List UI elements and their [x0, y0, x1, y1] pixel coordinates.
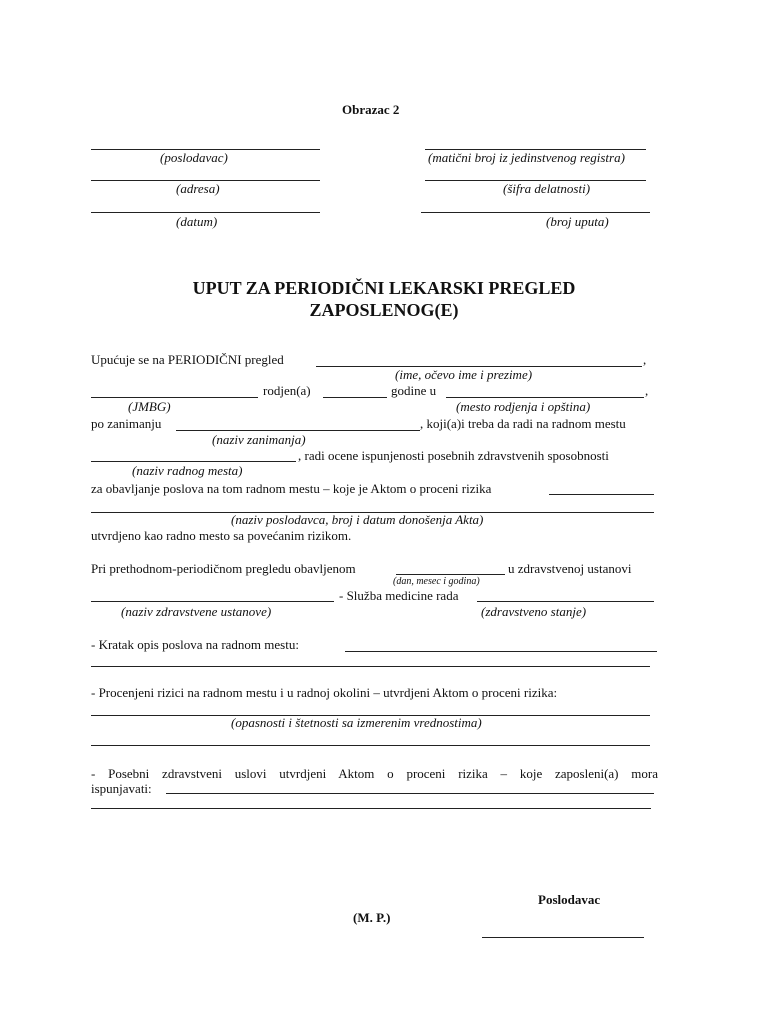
po-zanimanju-text: po zanimanju: [91, 416, 162, 431]
stamp-mark: (M. P.): [353, 910, 391, 925]
kratak-opis-line-1: [345, 651, 657, 652]
kratak-opis-text: - Kratak opis poslova na radnom mestu:: [91, 637, 299, 652]
naziv-ustanove-label: (naziv zdravstvene ustanove): [121, 604, 272, 619]
ustanova-text: u zdravstvenoj ustanovi: [508, 561, 632, 576]
dan-mesec-label: (dan, mesec i godina): [393, 576, 480, 587]
opasnosti-label: (opasnosti i štetnosti sa izmerenim vrednostima): [231, 715, 482, 730]
sifra-label: (šifra delatnosti): [503, 181, 591, 196]
radno-mesto-label: (naziv radnog mesta): [132, 463, 243, 478]
adresa-label: (adresa): [176, 181, 220, 196]
ime-label: (ime, očevo ime i prezime): [395, 367, 533, 382]
godine-text: godine u: [391, 383, 437, 398]
rizici-line-2: [91, 745, 650, 746]
posebni-line-1: [166, 793, 654, 794]
poslodavac-signature-label: Poslodavac: [538, 892, 601, 907]
prethodni-pregled-text: Pri prethodnom-periodičnom pregledu obavljenom: [91, 561, 356, 576]
broj-uputa-line: [421, 212, 650, 213]
jmbg-label: (JMBG): [128, 399, 171, 414]
maticni-label: (matični broj iz jedinstvenog registra): [428, 150, 625, 165]
signature-line: [482, 937, 644, 938]
zdravstvena-ustanova-line: [91, 601, 334, 602]
zanimanje-line: [176, 430, 420, 431]
poslodavac-akt-label: (naziv poslodavca, broj i datum donošenja Akta): [231, 512, 484, 527]
posebni-line-2: [91, 808, 651, 809]
za-obavljanje-text: za obavljanje poslova na tom radnom mestu – koje je Aktom o proceni rizika: [91, 481, 492, 496]
mesto-label: (mesto rodjenja i opština): [456, 399, 591, 414]
zdravstveno-stanje-label: (zdravstveno stanje): [481, 604, 587, 619]
utvrdjeno-text: utvrdjeno kao radno mesto sa povećanim rizikom.: [91, 528, 352, 543]
form-number: Obrazac 2: [342, 102, 400, 117]
datum-line: [91, 212, 320, 213]
document-title-line2: ZAPOSLENOG(E): [309, 300, 459, 320]
zanimanje-label: (naziv zanimanja): [212, 432, 306, 447]
comma-2: ,: [645, 383, 649, 398]
mesto-line: [446, 397, 644, 398]
sluzba-text: - Služba medicine rada: [339, 588, 459, 603]
poslodavac-label: (poslodavac): [160, 150, 228, 165]
rodjen-text: rodjen(a): [263, 383, 311, 398]
datum-label: (datum): [176, 214, 218, 229]
document-title: UPUT ZA PERIODIČNI LEKARSKI PREGLED: [192, 278, 576, 298]
radi-ocene-text: , radi ocene ispunjenosti posebnih zdravstvenih sposobnosti: [298, 448, 609, 463]
broj-uputa-label: (broj uputa): [546, 214, 609, 229]
kratak-opis-line-2: [91, 666, 650, 667]
godina-line: [323, 397, 387, 398]
comma: ,: [643, 352, 647, 367]
ispunjavati-text: ispunjavati:: [91, 781, 152, 796]
koji-text: , koji(a)i treba da radi na radnom mestu: [420, 416, 626, 431]
rizici-text: - Procenjeni rizici na radnom mestu i u radnoj okolini – utvrdjeni Aktom o proceni rizika:: [91, 685, 558, 700]
zdravstveno-stanje-line: [477, 601, 654, 602]
posebni-uslovi-text: - Posebni zdravstveni uslovi utvrdjeni Aktom o proceni rizika – koje zaposleni(a) mora: [91, 766, 658, 781]
jmbg-line: [91, 397, 258, 398]
akt-line-1: [549, 494, 654, 495]
datum-pregleda-line: [396, 574, 505, 575]
radno-mesto-line: [91, 461, 296, 462]
upucuje-text: Upućuje se na PERIODIČNI pregled: [91, 352, 284, 367]
